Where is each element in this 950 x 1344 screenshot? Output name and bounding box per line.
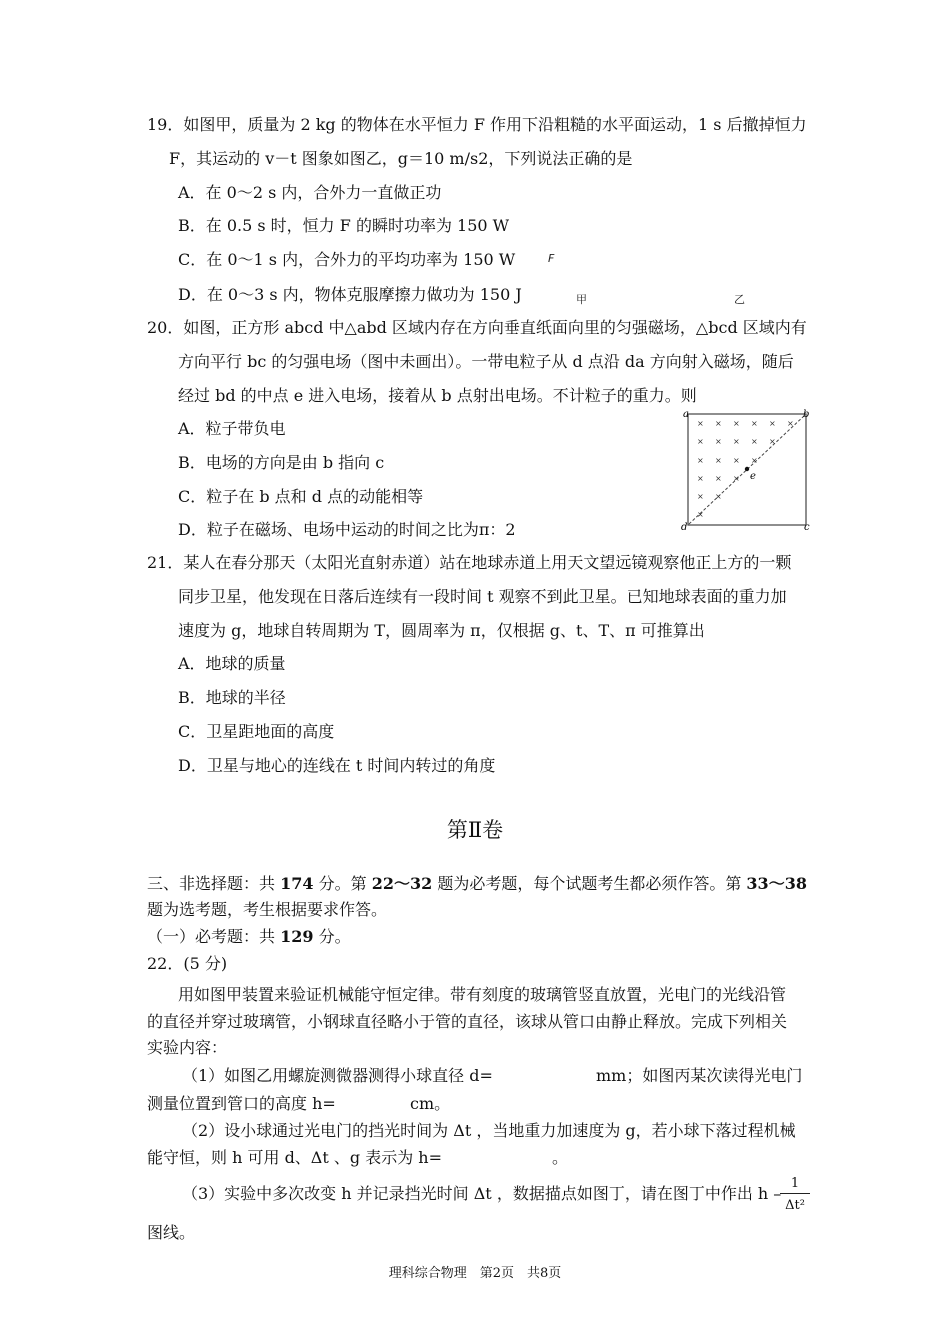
q21-option-b: B．地球的半径 <box>178 688 286 707</box>
q22-sub3-line1: （3）实验中多次改变 h 并记录挡光时间 Δt ，数据描点如图丁，请在图丁中作出 h – <box>182 1184 782 1203</box>
q22-para-line3: 实验内容： <box>147 1038 228 1057</box>
q21-option-a: A．地球的质量 <box>178 654 286 673</box>
q19-fig-yi-label: 乙 <box>734 293 745 306</box>
svg-text:×: × <box>751 437 758 446</box>
q22-fraction-bar <box>780 1193 810 1194</box>
svg-text:×: × <box>733 474 740 483</box>
q20-label-b: b <box>803 409 810 420</box>
svg-text:×: × <box>733 456 740 465</box>
q22-sub3-line2: 图线。 <box>147 1223 196 1242</box>
section-intro-line2: 题为选考题，考生根据要求作答。 <box>147 900 388 919</box>
svg-text:×: × <box>787 419 794 428</box>
q20-label-c: c <box>804 522 810 532</box>
q20-option-d: D．粒子在磁场、电场中运动的时间之比为π：2 <box>178 520 516 539</box>
q21-option-c: C．卫星距地面的高度 <box>178 722 335 741</box>
q19-option-c: C．在 0～1 s 内，合外力的平均功率为 150 W <box>178 250 516 269</box>
svg-text:×: × <box>697 474 704 483</box>
q19-fig-jia-label: 甲 <box>576 293 587 306</box>
q19-line1: 19．如图甲，质量为 2 kg 的物体在水平恒力 F 作用下沿粗糙的水平面运动，1 s 后撤掉恒力 <box>147 115 807 134</box>
q19-line2: F，其运动的 v－t 图象如图乙，g＝10 m/s2，下列说法正确的是 <box>169 149 633 168</box>
q20-option-b: B．电场的方向是由 b 指向 c <box>178 453 385 472</box>
svg-text:×: × <box>697 437 704 446</box>
svg-text:×: × <box>715 419 722 428</box>
svg-text:×: × <box>751 456 758 465</box>
svg-text:×: × <box>697 456 704 465</box>
q22-para-line1: 用如图甲装置来验证机械能守恒定律。带有刻度的玻璃管竖直放置，光电门的光线沿管 <box>178 985 787 1004</box>
svg-text:×: × <box>697 419 704 428</box>
q22-sub1-part4: cm。 <box>410 1094 451 1113</box>
q20-line1: 20．如图，正方形 abcd 中△abd 区域内存在方向垂直纸面向里的匀强磁场，△bcd 区域内有 <box>147 318 807 337</box>
svg-text:×: × <box>769 419 776 428</box>
q22-sub2-end: 。 <box>552 1148 569 1167</box>
q20-point-e <box>745 467 749 471</box>
q19-fig-f-label: F <box>548 252 555 265</box>
q20-figure <box>680 408 812 532</box>
q19-option-b: B．在 0.5 s 时，恒力 F 的瞬时功率为 150 W <box>178 216 510 235</box>
q22-sub2-line2: 能守恒，则 h 可用 d、Δt 、g 表示为 h= <box>147 1148 443 1167</box>
q20-line3: 经过 bd 的中点 e 进入电场，接着从 b 点射出电场。不计粒子的重力。则 <box>178 386 697 405</box>
q19-option-d: D．在 0～3 s 内，物体克服摩擦力做功为 150 J <box>178 285 522 304</box>
q20-option-c: C．粒子在 b 点和 d 点的动能相等 <box>178 487 424 506</box>
svg-text:×: × <box>697 492 704 501</box>
q20-line2: 方向平行 bc 的匀强电场（图中未画出）。一带电粒子从 d 点沿 da 方向射入磁场，随后 <box>178 352 794 371</box>
svg-text:×: × <box>715 474 722 483</box>
svg-text:×: × <box>751 419 758 428</box>
q22-para-line2: 的直径并穿过玻璃管，小钢球直径略小于管的直径，该球从管口由静止释放。完成下列相关 <box>147 1012 788 1031</box>
svg-text:×: × <box>733 437 740 446</box>
q20-option-a: A．粒子带负电 <box>178 419 286 438</box>
q20-label-a: a <box>683 409 689 420</box>
svg-text:×: × <box>733 419 740 428</box>
section-intro-line3: （一）必考题：共 129 分。 <box>147 927 351 946</box>
q22-sub1-part1: （1）如图乙用螺旋测微器测得小球直径 d= <box>182 1066 493 1085</box>
q21-line1: 21．某人在春分那天（太阳光直射赤道）站在地球赤道上用天文望远镜观察他正上方的一颗 <box>147 553 792 572</box>
section-title: 第Ⅱ卷 <box>446 818 504 842</box>
q21-line3: 速度为 g，地球自转周期为 T，圆周率为 π，仅根据 g、t、T、π 可推算出 <box>178 621 705 640</box>
q21-option-d: D．卫星与地心的连线在 t 时间内转过的角度 <box>178 756 496 775</box>
q20-label-d: d <box>681 522 688 532</box>
q22-sub1-part3: 测量位置到管口的高度 h= <box>147 1094 336 1113</box>
q20-label-e: e <box>750 471 756 482</box>
page-footer: 理科综合物理 第2页 共8页 <box>388 1266 562 1281</box>
svg-text:×: × <box>769 437 776 446</box>
q22-fraction-numerator: 1 <box>790 1176 800 1191</box>
q22-head: 22．(5 分) <box>147 954 228 973</box>
q22-sub2-line1: （2）设小球通过光电门的挡光时间为 Δt ，当地重力加速度为 g，若小球下落过程机械 <box>182 1121 796 1140</box>
q21-line2: 同步卫星，他发现在日落后连续有一段时间 t 观察不到此卫星。已知地球表面的重力加 <box>178 587 787 606</box>
q22-sub1-part2: mm；如图丙某次读得光电门 <box>596 1066 803 1085</box>
svg-text:×: × <box>697 510 704 519</box>
svg-text:×: × <box>715 492 722 501</box>
q22-fraction-denominator: Δt² <box>785 1198 805 1213</box>
svg-text:×: × <box>715 437 722 446</box>
svg-text:×: × <box>715 456 722 465</box>
section-intro-line1: 三、非选择题：共 174 分。第 22～32 题为必考题，每个试题考生都必须作答。第 33～38 <box>147 874 807 893</box>
q19-option-a: A．在 0～2 s 内，合外力一直做正功 <box>178 183 442 202</box>
